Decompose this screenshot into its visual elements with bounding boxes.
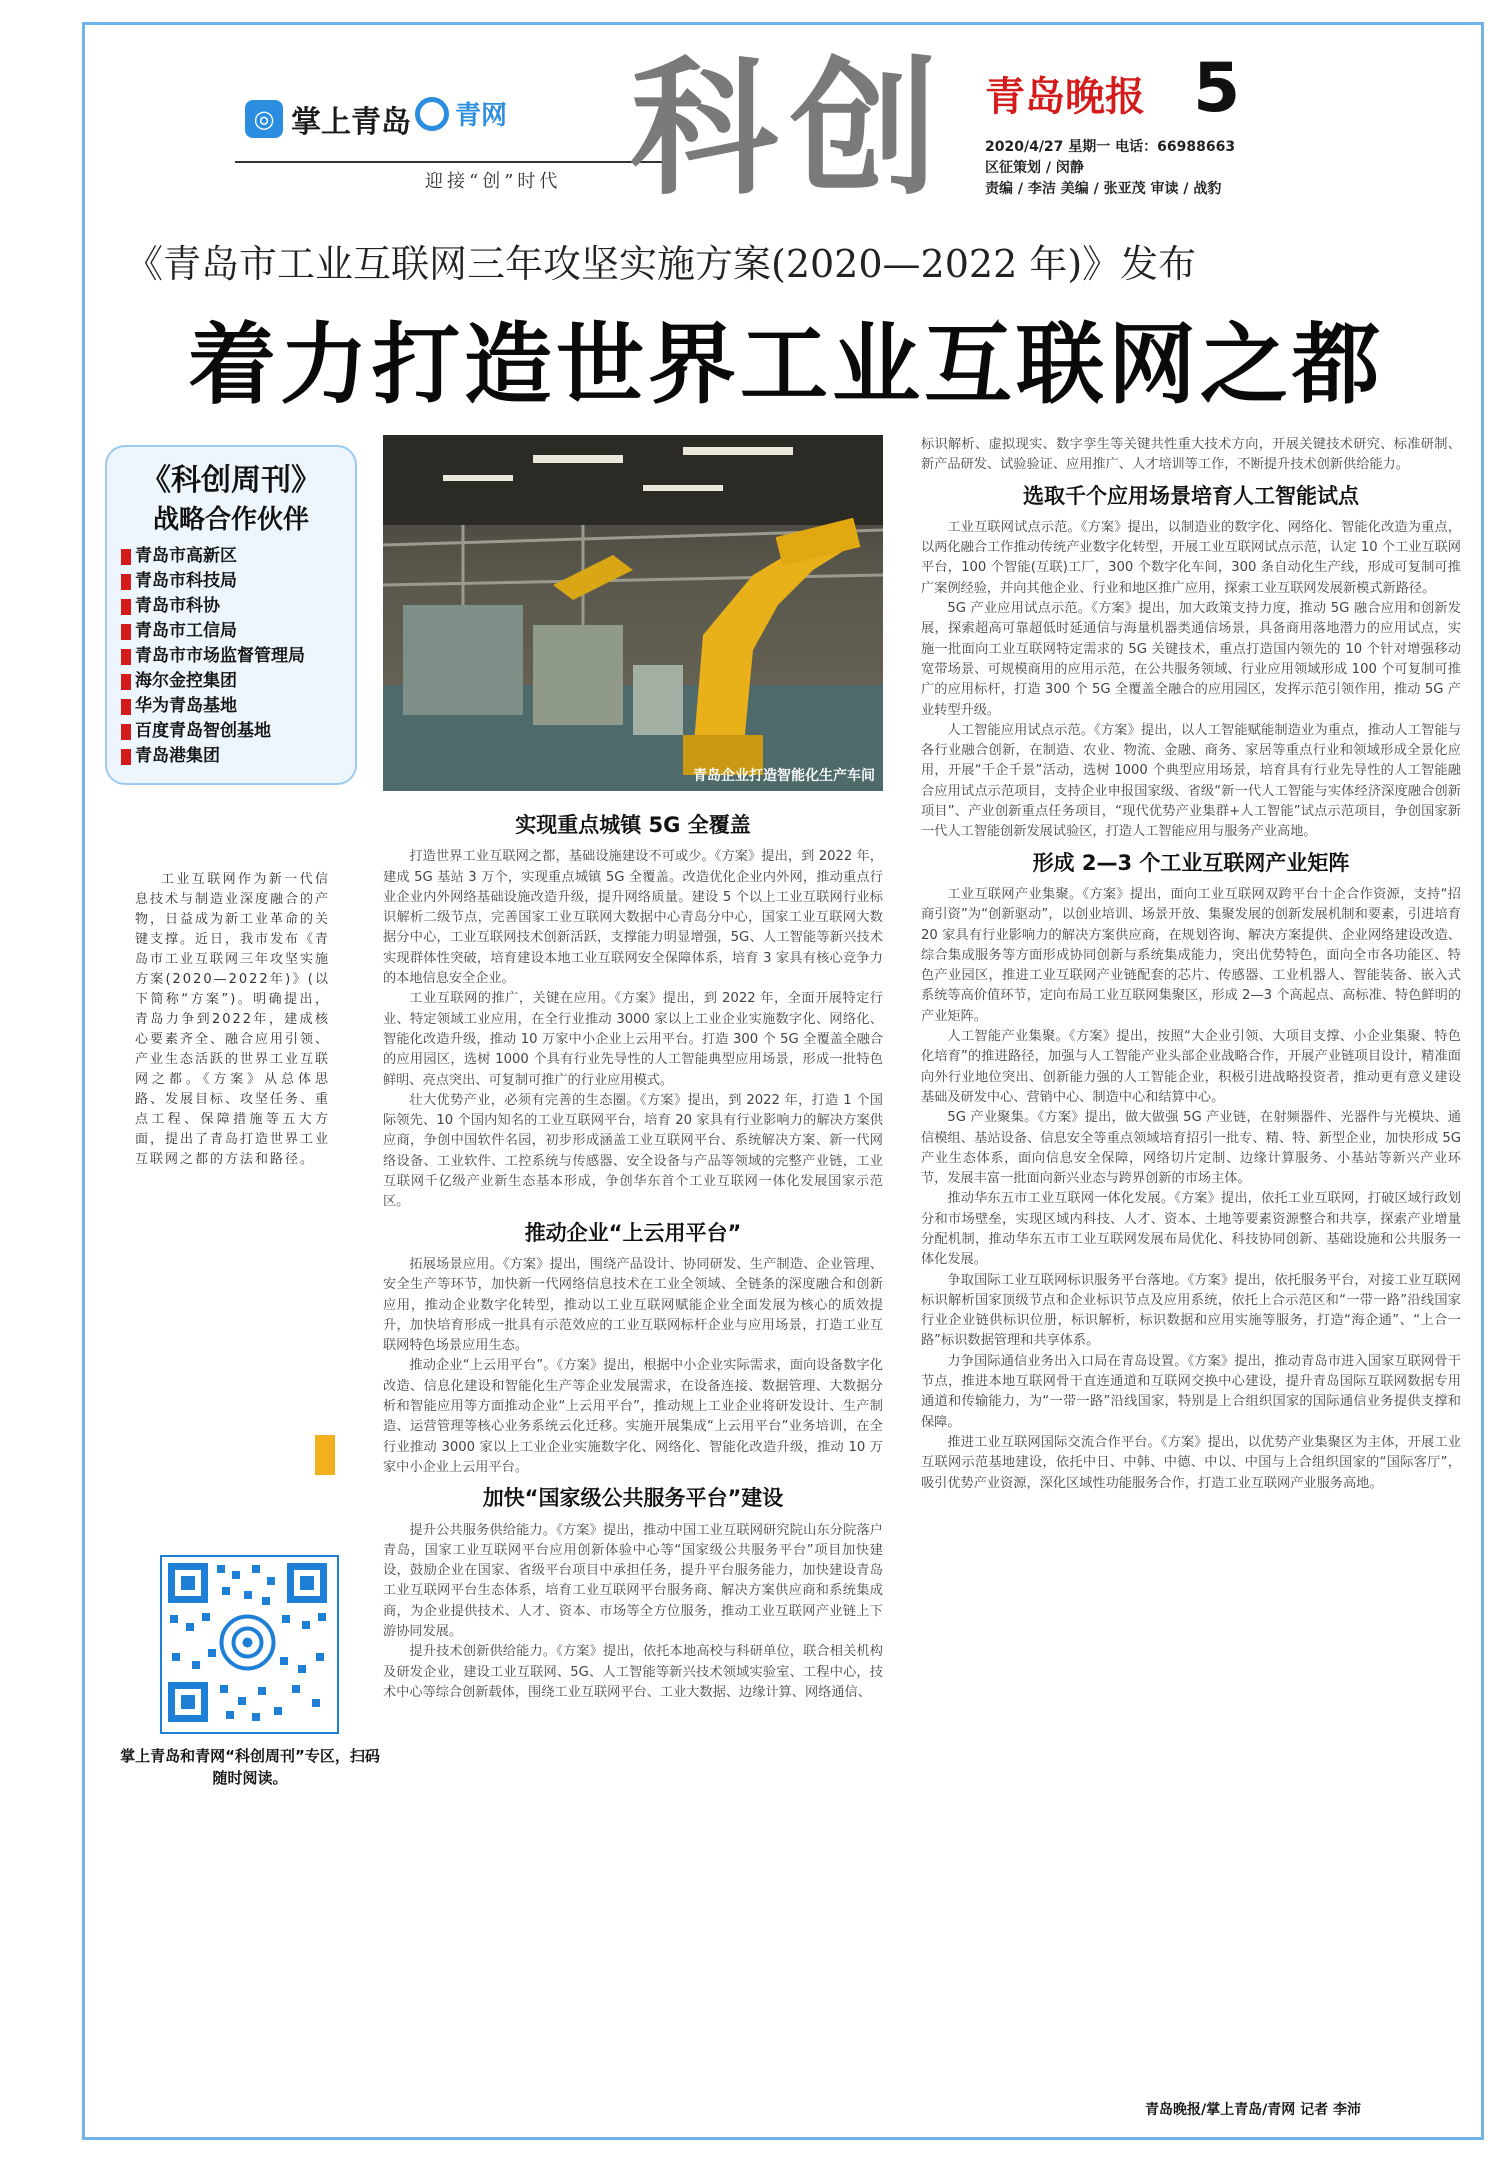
paragraph: 推进工业互联网国际交流合作平台。《方案》提出，以优势产业集聚区为主体，开展工业互联网示范基地建设，依托中日、中韩、中德、中以、中国与上合组织国家的“国际客厅”，吸引优势产业资源，深化区域性功能服务合作，打造工业互联网产业服务高地。 xyxy=(921,1434,1461,1491)
partner-item-label: 青岛市工信局 xyxy=(135,621,237,641)
partner-item-label: 海尔金控集团 xyxy=(135,671,237,691)
article-column-middle xyxy=(383,805,883,1703)
partner-item-label: 华为青岛基地 xyxy=(135,696,237,716)
bullet-mark xyxy=(121,724,131,740)
bullet-mark xyxy=(121,549,131,565)
paragraph: 推动华东五市工业互联网一体化发展。《方案》提出，依托工业互联网，打破区域行政划分和市场壁垒，实现区域内科技、人才、资本、土地等要素资源整合和共享，探索产业增量分配机制，推动华东五市工业互联网发展布局优化、科技协同创新、基础设施和公共服务一体化发展。 xyxy=(921,1191,1461,1268)
newspaper-page xyxy=(82,22,1484,2140)
partner-item xyxy=(121,719,341,744)
factory-illustration xyxy=(383,435,883,791)
info-line: 区征策划 / 闵静 xyxy=(985,160,1084,176)
section-heading: 选取千个应用场景培育人工智能试点 xyxy=(1023,483,1359,508)
masthead-divider xyxy=(235,161,665,163)
paragraph: 拓展场景应用。《方案》提出，围绕产品设计、协同研发、生产制造、企业管理、安全生产等环节，加快新一代网络信息技术在工业全领域、全链条的深度融合和创新应用，推动企业数字化转型，推动以工业互联网赋能企业全面发展为核心的质效提升，加快培育形成一批具有示范效应的工业互联网标杆企业与应用场景，打造工业互联网特色场景应用生态。 xyxy=(383,1256,883,1354)
section-title: 科创 xyxy=(630,43,950,215)
factory-photo xyxy=(383,435,883,791)
partner-item xyxy=(121,619,341,644)
partner-item xyxy=(121,744,341,769)
app-icon: ◎ xyxy=(245,100,283,138)
paragraph: 争取国际工业互联网标识服务平台落地。《方案》提出，依托服务平台，对接工业互联网标识解析国家顶级节点和企业标识节点及应用系统，依托上合示范区和“一带一路”沿线国家行业企业链供标识位册，标识解析，标识数据和应用实施等服务，打造“海企通”、“上合一路”标识数据管理和共享体系。 xyxy=(921,1272,1461,1349)
partner-item xyxy=(121,644,341,669)
partner-item xyxy=(121,569,341,594)
paragraph: 提升公共服务供给能力。《方案》提出，推动中国工业互联网研究院山东分院落户青岛，国家工业互联网平台应用创新体验中心等“国家级公共服务平台”项目加快建设，鼓励企业在国家、省级平台项目中承担任务，提升平台服务能力，加快建设青岛工业互联网平台生态体系，培育工业互联网平台服务商、解决方案供应商和系统集成商，为企业提供技术、人才、资本、市场等全方位服务，推动工业互联网产业链上下游协同发展。 xyxy=(383,1522,883,1639)
paragraph: 提升技术创新供给能力。《方案》提出，依托本地高校与科研单位，联合相关机构及研发企业，建设工业互联网、5G、人工智能等新兴技术领域实验室、工程中心，技术中心等综合创新载体，围绕工业互联网平台、工业大数据、边缘计算、网络通信、 xyxy=(383,1644,883,1700)
bullet-mark xyxy=(121,574,131,590)
bullet-mark xyxy=(121,699,131,715)
partner-item-label: 百度青岛智创基地 xyxy=(135,721,271,741)
qr-code-graphic xyxy=(162,1557,333,1728)
paper-name: 青岛晚报 xyxy=(985,73,1145,120)
slogan: 迎接“创”时代 xyxy=(425,171,562,192)
section-heading: 实现重点城镇 5G 全覆盖 xyxy=(515,813,751,837)
partner-item-label: 青岛港集团 xyxy=(135,746,220,766)
bullet-mark xyxy=(121,674,131,690)
paragraph: 工业互联网产业集聚。《方案》提出，面向工业互联网双跨平台十企合作资源，支持“招商引资”为“创新驱动”，以创业培训、场景开放、集聚发展的创新发展机制和要素，引进培育 20 家具有行业影响力的解决方案供应商，在规划咨询、解决方案提供、企业网络建设改造、综合集成服务等方面形成协同创新与系统集成能力，突出优势特色，面向全市各功能区、特色产业园区，推进工业互联网产业链配套的芯片、传感器、工业机器人、智能装备、嵌入式系统等高价值环节，定向布局工业互联网集聚区，形成 2—3 个高起点、高标准、特色鲜明的产业矩阵。 xyxy=(921,886,1461,1024)
photo-caption: 青岛企业打造智能化生产车间 xyxy=(693,768,875,784)
partner-subtitle: 战略合作伙伴 xyxy=(152,505,309,535)
section-heading: 推动企业“上云用平台” xyxy=(524,1220,742,1245)
partner-item xyxy=(121,694,341,719)
app-logo[interactable] xyxy=(245,97,411,141)
subheadline: 《青岛市工业互联网三年攻坚实施方案(2020—2022 年)》发布 xyxy=(125,242,1197,286)
masthead-info xyxy=(985,137,1235,200)
paragraph: 工业互联网试点示范。《方案》提出，以制造业的数字化、网络化、智能化改造为重点，以两化融合工作推动传统产业数字化转型，开展工业互联网试点示范，认定 10 个工业互联网平台，100 个智能(互联)工厂，300 个数字化车间，300 条自动化生产线，形成可复制可推广案例经验，并向其他企业、行业和地区推广应用，探索工业互联网发展新模式新路径。 xyxy=(921,519,1461,596)
partner-site-logo[interactable] xyxy=(415,95,507,132)
paragraph: 工业互联网的推广，关键在应用。《方案》提出，到 2022 年，全面开展特定行业、特定领域工业应用，在全行业推动 3000 家以上工业企业实施数字化、网络化、智能化改造升级，推动 10 万家中小企业上云用平台。打造 300 个 5G 全覆盖全融合的应用园区，选树 1000 个具有行业先导性的人工智能典型应用场景，形成一批特色鲜明、亮点突出、可复制可推广的行业应用模式。 xyxy=(383,991,883,1088)
article-column-right xyxy=(921,435,1461,1494)
qr-code[interactable] xyxy=(160,1555,339,1734)
headline: 着力打造世界工业互联网之都 xyxy=(187,313,1384,416)
qr-caption: 掌上青岛和青网“科创周刊”专区，扫码随时阅读。 xyxy=(120,1747,380,1787)
section-heading: 加快“国家级公共服务平台”建设 xyxy=(482,1486,784,1511)
ring-icon xyxy=(415,97,449,131)
partner-item xyxy=(121,544,341,569)
partner-item xyxy=(121,669,341,694)
paragraph: 力争国际通信业务出入口局在青岛设置。《方案》提出，推动青岛市进入国家互联网骨干节点，推进本地互联网骨干直连通道和互联网交换中心建设，提升青岛国际互联网数据专用通道和传输能力，为“一带一路”沿线国家，特别是上合组织国家的国际通信业务提供支撑和保障。 xyxy=(921,1353,1461,1430)
paragraph: 人工智能应用试点示范。《方案》提出，以人工智能赋能制造业为重点，推动人工智能与各行业融合创新，在制造、农业、物流、金融、商务、家居等重点行业和领域形成全景化应用，开展“千企千景”活动，选树 1000 个典型应用场景，培育具有行业先导性的人工智能融合应用试点示范项目，支持企业申报国家级、省级“新一代人工智能与实体经济深度融合创新项目”、产业创新重点任务项目，“现代优势产业集群+人工智能”试点示范项目，争创国家新一代人工智能创新发展试验区，打造人工智能应用与服务产业高地。 xyxy=(921,722,1461,840)
bullet-mark xyxy=(121,649,131,665)
bullet-mark xyxy=(121,599,131,615)
partner-site-name: 青网 xyxy=(455,101,508,131)
info-line: 2020/4/27 星期一 电话：66988663 xyxy=(985,139,1236,155)
bullet-mark xyxy=(121,749,131,765)
partner-title: 《科创周刊》 xyxy=(141,463,321,498)
partner-item-label: 青岛市科协 xyxy=(135,596,220,616)
byline: 青岛晚报/掌上青岛/青网 记者 李沛 xyxy=(1145,2102,1361,2118)
intro-text: 工业互联网作为新一代信息技术与制造业深度融合的产物，日益成为新工业革命的关键支撑。近日，我市发布《青岛市工业互联网三年攻坚实施方案(2020—2022年)》(以下简称“方案”)。明确提出，青岛力争到2022年，建成核心要素齐全、融合应用引领、产业生态活跃的世界工业互联网之都。《方案》从总体思路、发展目标、攻坚任务、重点工程、保障措施等五大方面，提出了青岛打造世界工业互联网之都的方法和路径。 xyxy=(135,872,331,1167)
page-number: 5 xyxy=(1193,49,1241,128)
partner-item-label: 青岛市市场监督管理局 xyxy=(135,646,305,666)
paragraph: 标识解析、虚拟现实、数字孪生等关键共性重大技术方向，开展关键技术研究、标准研制、新产品研发、试验验证、应用推广、人才培训等工作，不断提升技术创新供给能力。 xyxy=(921,437,1461,473)
accent-bar xyxy=(315,1435,335,1475)
partner-item-label: 青岛市科技局 xyxy=(135,571,237,591)
paragraph: 5G 产业应用试点示范。《方案》提出，加大政策支持力度，推动 5G 融合应用和创新发展，探索超高可靠超低时延通信与海量机器类通信场景，具备商用落地潜力的应用试点，实施一批面向工业互联网特定需求的 5G 关键技术，重点打造国内领先的 10 个针对增强移动宽带场景、可规模商用的应用示范，在公共服务领域、行业应用领域形成 100 个可复制可推广的应用标杆，打造 300 个 5G 全覆盖全融合的应用园区，发挥示范引领作用，推动 5G 产业转型升级。 xyxy=(921,601,1461,718)
paragraph: 推动企业“上云用平台”。《方案》提出，根据中小企业实际需求，面向设备数字化改造、信息化建设和智能化生产等企业发展需求，在设备连接、数据管理、大数据分析和智能应用等方面推动企业“上云用平台”，推动规上工业企业将研发设计、生产制造、运营管理等核心业务系统云化迁移。实施开展集成“上云用平台”业务培训，在全行业推动 3000 家以上工业企业实施数字化、网络化、智能化改造升级，推动 10 万家中小企业上云用平台。 xyxy=(383,1358,883,1475)
info-line: 责编 / 李洁 美编 / 张亚茂 审读 / 战豹 xyxy=(985,181,1222,197)
paragraph: 壮大优势产业，必须有完善的生态圈。《方案》提出，到 2022 年，打造 1 个国际领先、10 个国内知名的工业互联网平台，培育 20 家具有行业影响力的解决方案供应商，争创中国软件名园，初步形成涵盖工业互联网平台、系统解决方案、新一代网络设备、工业软件、工控系统与传感器、安全设备与产品等领域的完整产业链，工业互联网千亿级产业新生态基本形成，争创华东首个工业互联网一体化发展国家示范区。 xyxy=(383,1092,883,1210)
paragraph: 人工智能产业集聚。《方案》提出，按照“大企业引领、大项目支撑、小企业集聚、特色化培育”的推进路径，加强与人工智能产业头部企业战略合作，开展产业链项目设计，精准面向外行业地位突出、创新能力强的人工智能企业，积极引进战略投资者，推动更有意义建设基础及研发中心、营销中心、制造中心和结算中心。 xyxy=(921,1029,1461,1105)
partner-box xyxy=(105,445,357,785)
section-heading: 形成 2—3 个工业互联网产业矩阵 xyxy=(1032,850,1350,875)
partner-item-label: 青岛市高新区 xyxy=(135,546,237,566)
paragraph: 打造世界工业互联网之都，基础设施建设不可或少。《方案》提出，到 2022 年，建成 5G 基站 3 万个，实现重点城镇 5G 全覆盖。改造优化企业内外网，推动重点行业企业内外网络基础设施改造升级，提升网络质量。建设 5 个以上工业互联网行业标识解析二级节点，完善国家工业互联网大数据中心青岛分中心，国家工业互联网大数据分中心，工业互联网技术创新活跃，支撑能力明显增强，5G、人工智能等新兴技术实现群体性突破，培育建设本地工业互联网安全保障体系，培育 3 家具有核心竞争力的本地信息安全企业。 xyxy=(383,849,883,987)
partner-item xyxy=(121,594,341,619)
bullet-mark xyxy=(121,624,131,640)
app-name: 掌上青岛 xyxy=(291,105,411,140)
paragraph: 5G 产业聚集。《方案》提出，做大做强 5G 产业链，在射频器件、光器件与光模块、通信模组、基站设备、信息安全等重点领域培育招引一批专、精、特、新型企业，加快形成 5G 产业生态体系，面向信息安全保障，网络切片定制、边缘计算服务、小基站等新兴产业环节，发展丰富一批面向新兴业态与跨界创新的市场主体。 xyxy=(921,1110,1461,1187)
